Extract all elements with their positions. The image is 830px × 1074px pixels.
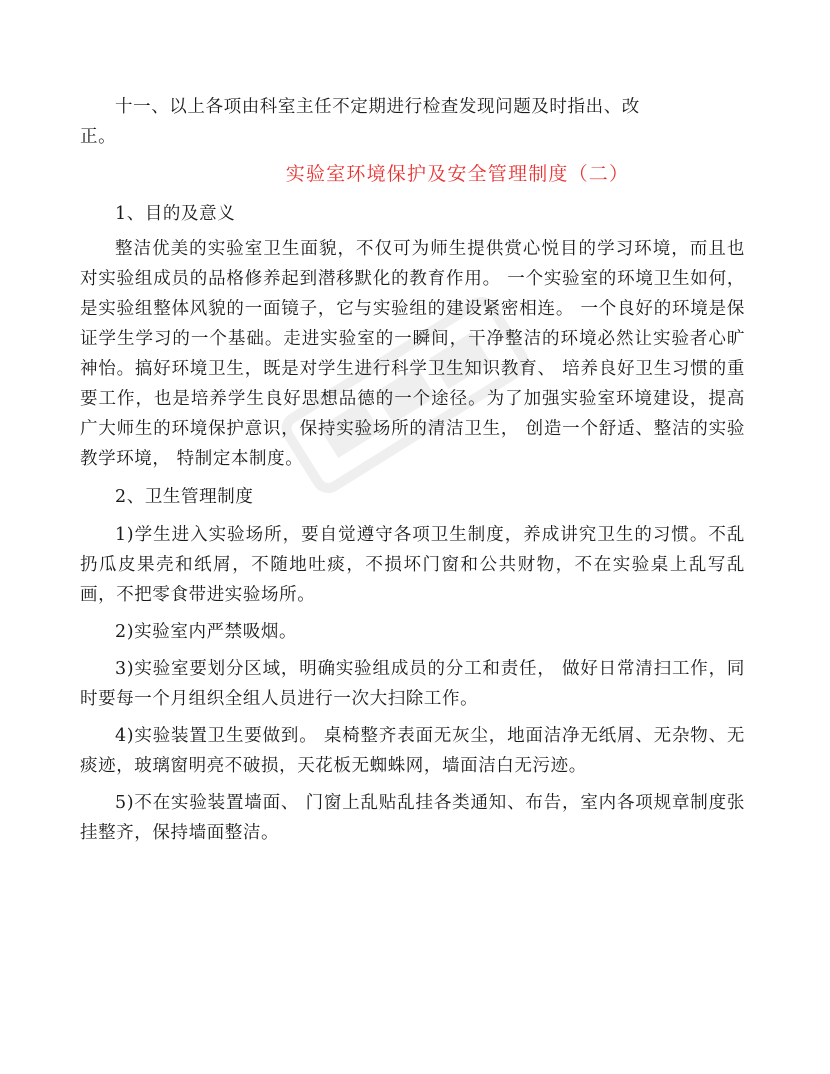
- document-body: [80, 92, 745, 848]
- hygiene-rule-4: 4)实验装置卫生要做到。 桌椅整齐表面无灰尘，地面洁净无纸屑、无杂物、无痰迹，玻璃窗明亮不破损，天花板无蜘蛛网，墙面洁白无污迹。: [80, 726, 745, 776]
- hygiene-rule-1: 1)学生进入实验场所，要自觉遵守各项卫生制度，养成讲究卫生的习惯。不乱扔瓜皮果壳和纸屑，不随地吐痰，不损坏门窗和公共财物，不在实验桌上乱写乱画，不把零食带进实验场所。: [80, 525, 745, 605]
- intro-line: 十一、以上各项由科室主任不定期进行检查发现问题及时指出、改: [115, 97, 640, 117]
- hygiene-rule-5: 5)不在实验装置墙面、 门窗上乱贴乱挂各类通知、布告，室内各项规章制度张挂整齐，保持墙面整洁。: [80, 793, 745, 843]
- hygiene-rule-2: 2)实验室内严禁吸烟。: [115, 622, 298, 642]
- hygiene-rule-3: 3)实验室要划分区域，明确实验组成员的分工和责任， 做好日常清扫工作，同时要每一个月组织全组人员进行一次大扫除工作。: [80, 659, 745, 709]
- section-heading-hygiene: 2、卫生管理制度: [115, 487, 254, 507]
- document-title: 实验室环境保护及安全管理制度（二）: [285, 163, 630, 185]
- paragraph-purpose: 整洁优美的实验室卫生面貌，不仅可为师生提供赏心悦目的学习环境，而且也对实验组成员的品格修养起到潜移默化的教育作用。 一个实验室的环境卫生如何，是实验组整体风貌的一面镜子，它与实验组的建设紧密相连。 一个良好的环境是保证学生学习的一个基础。走进实验室的一瞬间，干净整洁的环境必然让实验者心旷神怡。搞好环境卫生，既是对学生进行科学卫生知识教育、 培养良好卫生习惯的重要工作，也是培养学生良好思想品德的一个途径。为了加强实验室环境建设，提高广大师生的环境保护意识，保持实验场所的清洁卫生， 创造一个舒适、整洁的实验教学环境， 特制定本制度。: [80, 239, 745, 469]
- intro-line-continued: 正。: [80, 127, 117, 147]
- section-heading-purpose: 1、目的及意义: [115, 204, 236, 224]
